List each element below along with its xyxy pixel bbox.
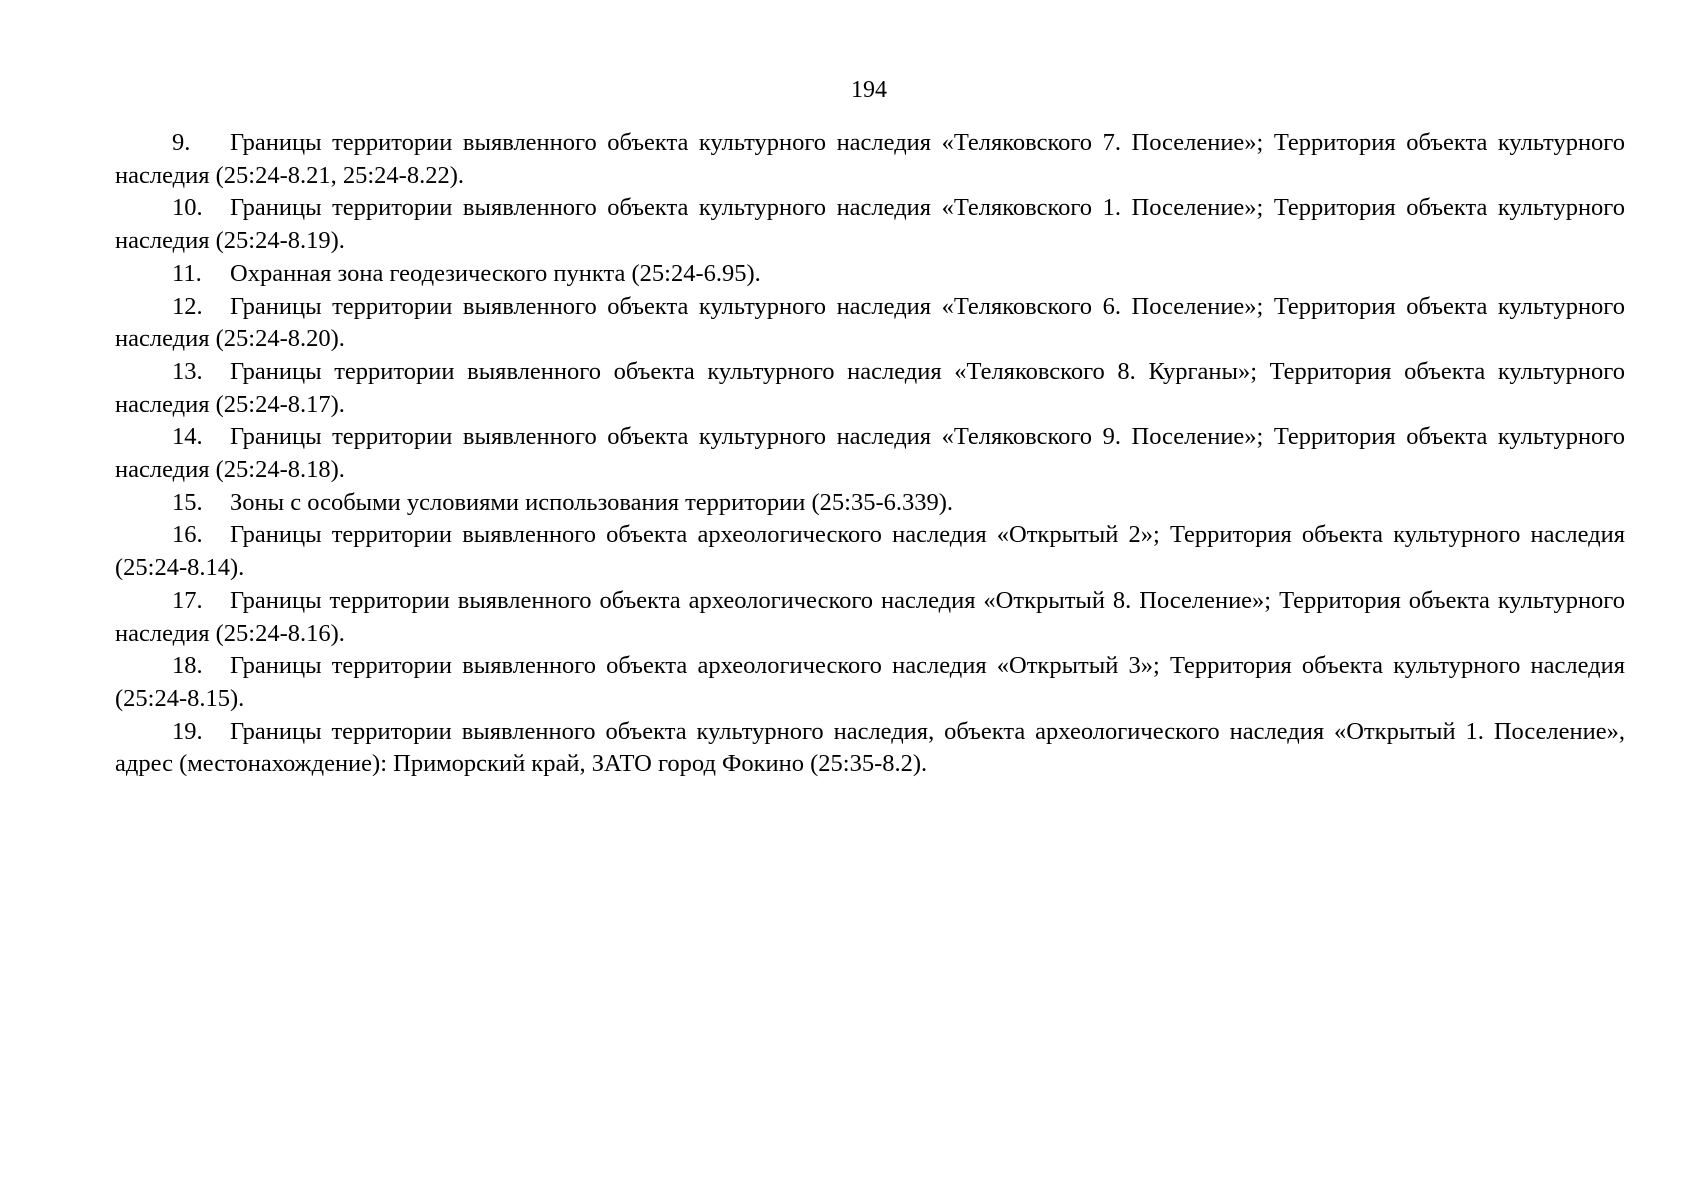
item-text: Охранная зона геодезического пункта (25:24-6.95). — [230, 259, 761, 287]
item-text: Границы территории выявленного объекта культурного наследия «Теляковского 7. Поселение»; Территория объекта культурного наследия (25:24-8.21, 25:24-8.22). — [115, 129, 1625, 189]
list-item — [115, 127, 1625, 192]
list-item — [115, 585, 1625, 650]
item-text: Границы территории выявленного объекта археологического наследия «Открытый 8. Поселение»; Территория объекта культурного наследия (25:24-8.16). — [115, 586, 1625, 647]
item-number: 14. — [172, 423, 203, 451]
item-text: Зоны с особыми условиями использования территории (25:35-6.339). — [230, 488, 954, 516]
item-number: 19. — [172, 717, 203, 745]
list-item — [115, 258, 1625, 291]
list-item — [115, 650, 1625, 715]
document-body — [115, 127, 1625, 781]
item-number: 15. — [172, 488, 203, 516]
page-number: 194 — [851, 77, 887, 103]
item-number: 16. — [172, 521, 203, 549]
item-text: Границы территории выявленного объекта археологического наследия «Открытый 3»; Территория объекта культурного наследия (25:24-8.15). — [115, 652, 1625, 712]
item-number: 13. — [172, 357, 203, 385]
item-number: 9. — [172, 129, 191, 156]
item-number: 17. — [172, 586, 203, 614]
item-text: Границы территории выявленного объекта археологического наследия «Открытый 2»; Территория объекта культурного наследия (25:24-8.14). — [115, 521, 1625, 582]
list-item — [115, 421, 1625, 486]
item-text: Границы территории выявленного объекта культурного наследия «Теляковского 1. Поселение»; Территория объекта культурного наследия (25:24-8.19). — [115, 194, 1625, 255]
item-text: Границы территории выявленного объекта культурного наследия «Теляковского 6. Поселение»; Территория объекта культурного наследия (25:24-8.20). — [115, 292, 1625, 353]
item-number: 12. — [172, 292, 203, 320]
list-item — [115, 519, 1625, 584]
list-item — [115, 487, 1625, 520]
item-number: 18. — [172, 652, 203, 680]
list-item — [115, 291, 1625, 356]
item-number: 11. — [172, 259, 202, 287]
item-text: Границы территории выявленного объекта культурного наследия «Теляковского 9. Поселение»; Территория объекта культурного наследия (25:24-8.18). — [115, 423, 1625, 484]
item-text: Границы территории выявленного объекта культурного наследия, объекта археологического наследия «Открытый 1. Поселение», адрес (местонахождение): Приморский край, ЗАТО город Фокино (25:35-8.2). — [115, 717, 1625, 778]
list-item — [115, 356, 1625, 421]
list-item — [115, 716, 1625, 781]
item-text: Границы территории выявленного объекта культурного наследия «Теляковского 8. Курганы»; Территория объекта культурного наследия (25:24-8.17). — [115, 357, 1625, 418]
item-number: 10. — [172, 194, 203, 222]
list-item — [115, 192, 1625, 257]
